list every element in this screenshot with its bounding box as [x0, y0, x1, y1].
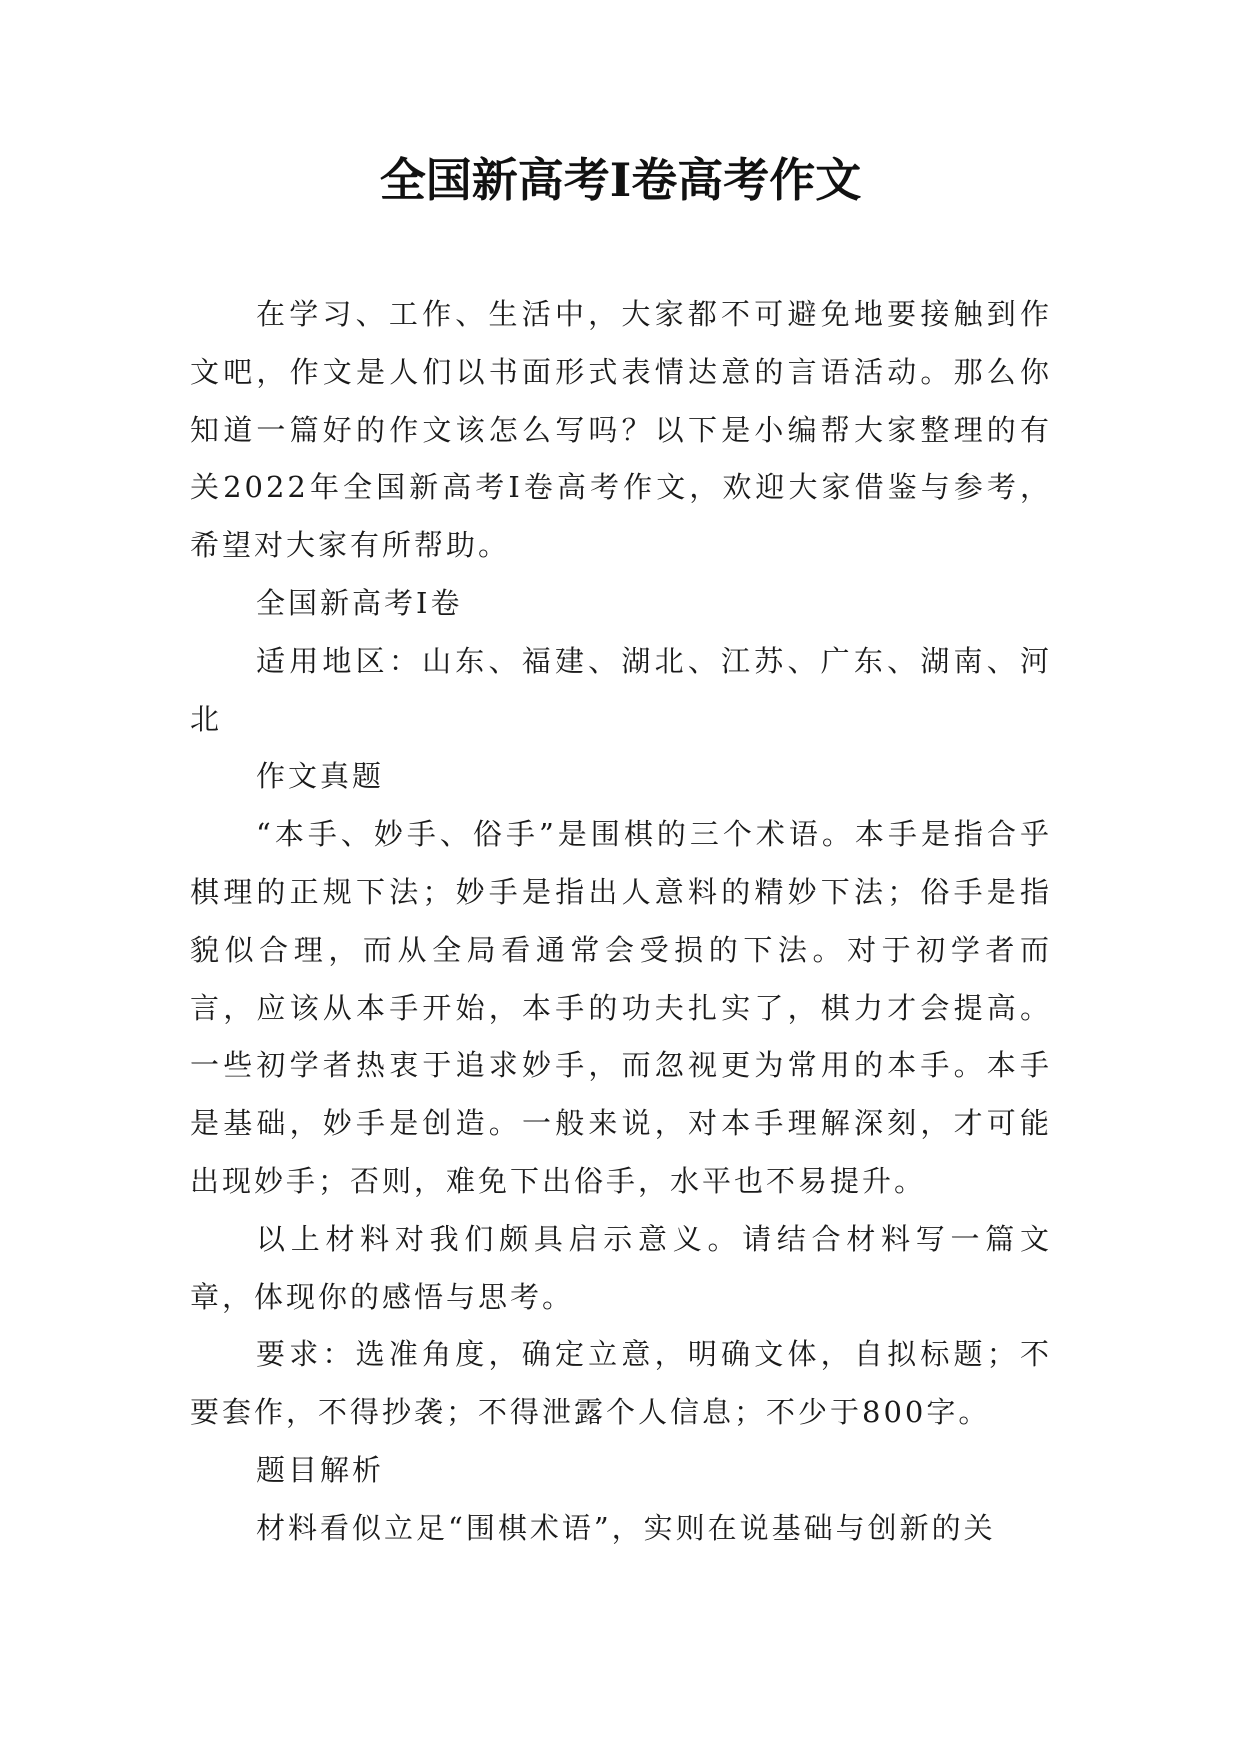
- analysis-paragraph: 材料看似立足“围棋术语”，实则在说基础与创新的关: [256, 1510, 996, 1545]
- section-heading-essay-prompt: 作文真题: [256, 759, 385, 794]
- requirements-paragraph: 要求：选准角度，确定立意，明确文体，自拟标题；不要套作，不得抄袭；不得泄露个人信息；不少于800字。: [190, 1337, 1052, 1430]
- document-title: 全国新高考Ⅰ卷高考作文: [379, 153, 862, 207]
- document-body: [190, 286, 1052, 1558]
- applicable-regions-paragraph: 适用地区：山东、福建、湖北、江苏、广东、湖南、河北: [190, 643, 1052, 736]
- exam-name-paragraph: 全国新高考Ⅰ卷: [256, 585, 463, 620]
- intro-paragraph: 在学习、工作、生活中，大家都不可避免地要接触到作文吧，作文是人们以书面形式表情达意的言语活动。那么你知道一篇好的作文该怎么写吗？以下是小编帮大家整理的有关2022年全国新高考Ⅰ卷高考作文，欢迎大家借鉴与参考，希望对大家有所帮助。: [190, 297, 1052, 563]
- instruction-paragraph: 以上材料对我们颇具启示意义。请结合材料写一篇文章，体现你的感悟与思考。: [190, 1221, 1052, 1314]
- section-heading-analysis: 题目解析: [256, 1452, 385, 1487]
- material-paragraph: “本手、妙手、俗手”是围棋的三个术语。本手是指合乎棋理的正规下法；妙手是指出人意料的精妙下法；俗手是指貌似合理，而从全局看通常会受损的下法。对于初学者而言，应该从本手开始，本手的功夫扎实了，棋力才会提高。一些初学者热衷于追求妙手，而忽视更为常用的本手。本手是基础，妙手是创造。一般来说，对本手理解深刻，才可能出现妙手；否则，难免下出俗手，水平也不易提升。: [190, 817, 1052, 1198]
